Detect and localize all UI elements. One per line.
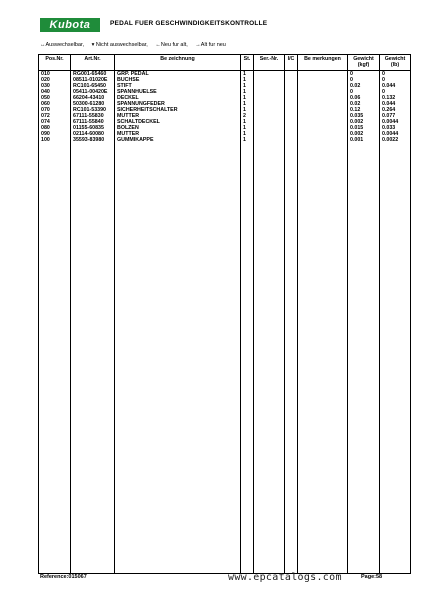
- table-header-row: [39, 55, 411, 71]
- cell-qty: 1: [241, 131, 254, 137]
- cell-pos: 100: [39, 137, 71, 143]
- cell-pos: 050: [39, 95, 71, 101]
- cell-weight-kgf: 0: [348, 71, 380, 78]
- legend-item: →Alt fur neu: [195, 42, 226, 48]
- cell-weight-lb: 0: [380, 77, 411, 83]
- cell-pos: 074: [39, 119, 71, 125]
- col-header-weight-kgf: Gewicht (kgf): [348, 55, 380, 71]
- legend-item: ←Neu fur alt,: [155, 42, 188, 48]
- page-title: PEDAL FUER GESCHWINDIGKEITSKONTROLLE: [110, 20, 268, 27]
- legend-item: ↔Auswechselbar,: [40, 42, 85, 48]
- cell-art: 02114-60080: [71, 131, 115, 137]
- cell-pos: 060: [39, 101, 71, 107]
- cell-qty: 1: [241, 89, 254, 95]
- cell-name: BOLZEN: [115, 125, 241, 131]
- cell-pos: 072: [39, 113, 71, 119]
- parts-table: [38, 54, 411, 574]
- empty-cell: [71, 143, 115, 574]
- cell-name: BUCHSE: [115, 77, 241, 83]
- cell-weight-lb: 0.033: [380, 125, 411, 131]
- cell-qty: 2: [241, 113, 254, 119]
- col-header-ic: I/C: [285, 55, 298, 71]
- cell-weight-kgf: 0.06: [348, 95, 380, 101]
- empty-cell: [254, 143, 285, 574]
- empty-cell: [380, 143, 411, 574]
- cell-name: GUMMIKAPPE: [115, 137, 241, 143]
- cell-weight-lb: 0: [380, 89, 411, 95]
- cell-weight-kgf: 0.001: [348, 137, 380, 143]
- empty-cell: [285, 143, 298, 574]
- empty-cell: [348, 143, 380, 574]
- empty-cell: [39, 143, 71, 574]
- cell-art: RC101-53390: [71, 107, 115, 113]
- cell-weight-lb: 0.044: [380, 101, 411, 107]
- cell-pos: 090: [39, 131, 71, 137]
- cell-art: RG001-65460: [71, 71, 115, 78]
- kubota-logo: Kubota: [40, 18, 100, 32]
- cell-qty: 1: [241, 83, 254, 89]
- cell-qty: 1: [241, 95, 254, 101]
- parts-table-body: [39, 71, 411, 574]
- empty-cell: [115, 143, 241, 574]
- reference-label: Reference:015067: [40, 574, 87, 580]
- cell-weight-lb: 0.132: [380, 95, 411, 101]
- col-header-pos: Pos.Nr.: [39, 55, 71, 71]
- interchangeability-legend: [40, 42, 232, 48]
- cell-pos: 040: [39, 89, 71, 95]
- legend-item: ▾ Nicht auswechselbar,: [91, 42, 148, 48]
- empty-cell: [298, 143, 348, 574]
- empty-cell: [241, 143, 254, 574]
- cell-art: 05411-00420E: [71, 89, 115, 95]
- cell-art: 35593-83980: [71, 137, 115, 143]
- cell-name: SICHERHEITSCHALTER: [115, 107, 241, 113]
- cell-weight-kgf: 0.02: [348, 101, 380, 107]
- cell-weight-lb: 0: [380, 71, 411, 78]
- cell-weight-kgf: 0: [348, 89, 380, 95]
- cell-weight-lb: 0.044: [380, 83, 411, 89]
- cell-qty: 1: [241, 71, 254, 78]
- table-filler-row: [39, 143, 411, 574]
- cell-weight-kgf: 0.002: [348, 119, 380, 125]
- cell-pos: 010: [39, 71, 71, 78]
- cell-weight-kgf: 0: [348, 77, 380, 83]
- cell-name: STIFT: [115, 83, 241, 89]
- cell-name: SPANNUNGFEDER: [115, 101, 241, 107]
- cell-weight-kgf: 0.015: [348, 125, 380, 131]
- cell-weight-kgf: 0.12: [348, 107, 380, 113]
- cell-name: MUTTER: [115, 131, 241, 137]
- cell-name: DECKEL: [115, 95, 241, 101]
- cell-name: GRP. PEDAL: [115, 71, 241, 78]
- cell-art: 67111-55830: [71, 113, 115, 119]
- cell-weight-lb: 0.0044: [380, 119, 411, 125]
- cell-art: 08511-01020E: [71, 77, 115, 83]
- cell-art: RC101-65450: [71, 83, 115, 89]
- cell-weight-lb: 0.077: [380, 113, 411, 119]
- col-header-weight-lb: Gewicht (lb): [380, 55, 411, 71]
- cell-pos: 080: [39, 125, 71, 131]
- watermark-url: www.epcatalogs.com: [228, 572, 342, 583]
- cell-qty: 1: [241, 101, 254, 107]
- cell-name: SPANNHUELSE: [115, 89, 241, 95]
- cell-qty: 1: [241, 119, 254, 125]
- col-header-art: Art.Nr.: [71, 55, 115, 71]
- cell-weight-lb: 0.264: [380, 107, 411, 113]
- col-header-notes: Be merkungen: [298, 55, 348, 71]
- cell-weight-kgf: 0.035: [348, 113, 380, 119]
- cell-weight-kgf: 0.02: [348, 83, 380, 89]
- cell-qty: 1: [241, 137, 254, 143]
- cell-qty: 1: [241, 77, 254, 83]
- page-number: Page:58: [361, 574, 383, 580]
- cell-pos: 020: [39, 77, 71, 83]
- cell-name: MUTTER: [115, 113, 241, 119]
- cell-art: 01155-60835: [71, 125, 115, 131]
- cell-qty: 1: [241, 107, 254, 113]
- cell-weight-kgf: 0.002: [348, 131, 380, 137]
- cell-art: 67111-55840: [71, 119, 115, 125]
- col-header-name: Be zeichnung: [115, 55, 241, 71]
- cell-pos: 070: [39, 107, 71, 113]
- col-header-qty: St.: [241, 55, 254, 71]
- col-header-serial: Ser.-Nr.: [254, 55, 285, 71]
- cell-name: SCHALTDECKEL: [115, 119, 241, 125]
- cell-art: 50300-61280: [71, 101, 115, 107]
- cell-weight-lb: 0.0044: [380, 131, 411, 137]
- cell-weight-lb: 0.0022: [380, 137, 411, 143]
- cell-pos: 030: [39, 83, 71, 89]
- cell-art: 66204-43410: [71, 95, 115, 101]
- cell-qty: 1: [241, 125, 254, 131]
